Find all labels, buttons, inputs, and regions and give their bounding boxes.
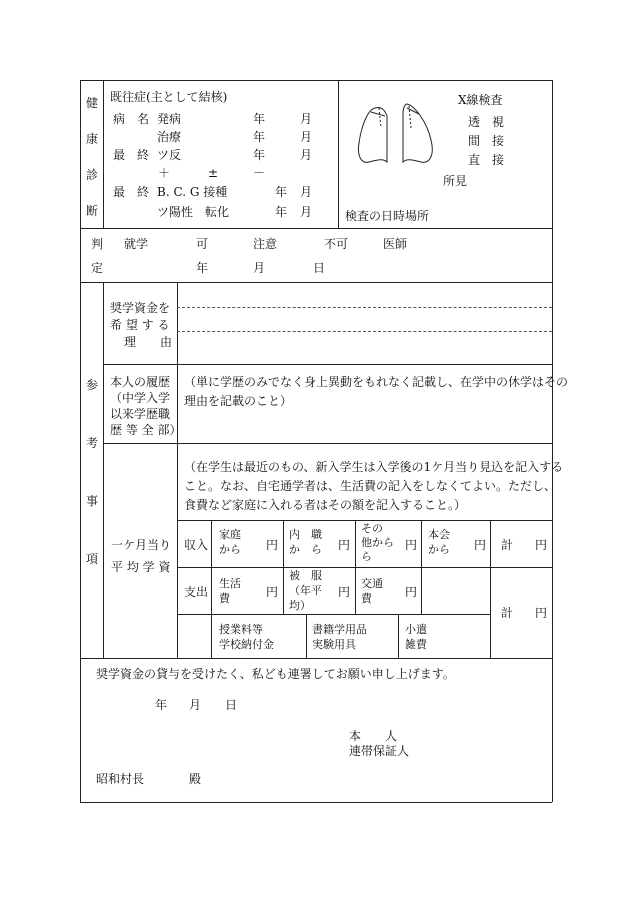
positive-label: ツ陽性 転化 [157, 205, 230, 219]
judgment-month: 月 [253, 261, 266, 275]
clothing-line: （年平 [289, 584, 322, 597]
school-label: 就学 [124, 237, 149, 251]
reason-label [110, 300, 172, 351]
ref-col-line [103, 282, 104, 658]
xray-indirect: 間 接 [468, 134, 505, 148]
reason-bottom [103, 364, 552, 365]
history-label-line: 以来学歴職 [110, 407, 171, 421]
history-title: 既往症(主として結核) [110, 90, 228, 104]
findings-label: 所見 [443, 174, 468, 188]
guarantor-label: 連帯保証人 [349, 744, 410, 758]
health-char: 診 [86, 168, 99, 182]
tuberculin-year: 年 [253, 148, 266, 162]
onset-year: 年 [253, 112, 266, 126]
border-top [80, 80, 552, 81]
income-total-label: 計 [501, 538, 514, 552]
expense-note-line: こと。なお、自宅通学者は、生活費の記入をしなくてよい。ただし、 [184, 479, 557, 493]
expense-total-yen: 円 [535, 606, 548, 620]
judgment-year: 年 [196, 261, 209, 275]
history-note-line: 理由を記載のこと） [184, 394, 293, 408]
income-other-line: 他から [361, 536, 394, 549]
border-right [552, 80, 553, 802]
history-label-line: （中学入学 [110, 391, 171, 405]
reason-label-line: 希 望 す る [110, 318, 170, 332]
history-label-line: 本人の履歴 [110, 375, 171, 389]
expense-note [184, 458, 563, 515]
income-side-job-yen: 円 [338, 538, 351, 552]
health-bottom [80, 228, 552, 229]
income-side-job-line: か ら [289, 543, 322, 556]
judgment-bottom [80, 282, 552, 283]
pocket-money-line: 小遣 [405, 623, 427, 636]
income-other-label [361, 522, 394, 564]
history-note [184, 373, 568, 411]
tuberculin-label: ツ反 [157, 148, 182, 162]
ok-option: 可 [196, 237, 209, 251]
expense-top [177, 520, 552, 521]
transport-line: 費 [361, 592, 372, 605]
clothing-line: 均） [289, 599, 311, 612]
xray-title: X線検査 [458, 93, 503, 107]
transport-label [361, 576, 383, 606]
tuition-line: 学校納付金 [219, 638, 274, 651]
expense-note-line: （在学生は最近のもの、新入学生は入学後の1ケ月当り見込を記入する [184, 460, 564, 474]
reference-char: 項 [86, 552, 99, 566]
border-left [80, 80, 81, 802]
income-total-yen: 円 [535, 538, 548, 552]
income-other-line3: ら [361, 550, 372, 563]
books-label [312, 622, 367, 652]
doctor-label: 医師 [383, 237, 408, 251]
reason-dash-1 [177, 307, 552, 308]
history-label-line: 歴 等 全 部） [110, 423, 182, 437]
bcg-final-label: 最 終 [113, 185, 150, 199]
income-side-job-label [289, 527, 322, 557]
expense-total-label: 計 [501, 606, 514, 620]
applicant-label: 本 人 [349, 729, 398, 743]
reason-label-line: 理 由 [123, 335, 172, 349]
income-home-line: から [219, 543, 241, 556]
reference-char: 参 [86, 378, 99, 392]
expense-label-line: 一ケ月当り [111, 538, 172, 552]
positive-year: 年 [275, 205, 288, 219]
income-other-line: その [361, 522, 383, 535]
ex-col-6 [306, 614, 307, 658]
history-bottom [103, 443, 552, 444]
addressee-label: 昭和村長 [96, 772, 145, 786]
income-association-label [428, 527, 450, 557]
living-cost-label [219, 576, 241, 606]
bcg-label: B. C. G 接種 [157, 185, 228, 199]
expenditure-label: 支出 [184, 585, 209, 599]
health-col-line [103, 80, 104, 228]
ex-col-5 [490, 520, 491, 658]
border-bottom [80, 802, 552, 803]
bcg-year: 年 [275, 185, 288, 199]
honorific-label: 殿 [189, 772, 202, 786]
income-label: 収入 [184, 538, 209, 552]
treatment-month: 月 [300, 130, 313, 144]
ref-label-col-line [177, 282, 178, 658]
ex-col-4 [421, 520, 422, 614]
request-text: 奨学資金の貸与を受けたく、私ども連署してお願い申し上げます。 [96, 667, 455, 681]
reason-label-line: 奨学資金を [110, 301, 171, 315]
ex-col-7 [398, 614, 399, 658]
health-label [86, 96, 98, 218]
income-home-label [219, 527, 241, 557]
xray-direct: 直 接 [468, 153, 505, 167]
onset-label: 発病 [157, 112, 182, 126]
income-bottom [177, 567, 552, 568]
ex-col-2 [283, 520, 284, 614]
pocket-money-line: 雑費 [405, 638, 427, 651]
treatment-label: 治療 [157, 130, 182, 144]
illness-label: 病 名 [113, 112, 150, 126]
sign-plus: ＋ [158, 166, 171, 180]
sign-minus: － [253, 166, 266, 180]
reason-dash-2 [177, 331, 552, 332]
treatment-year: 年 [253, 130, 266, 144]
expense-label-line: 平 均 学 資 [111, 560, 171, 574]
income-association-yen: 円 [474, 538, 487, 552]
books-line: 書籍学用品 [312, 623, 367, 636]
final-label: 最 終 [113, 148, 150, 162]
judgment-char-2: 定 [91, 261, 104, 275]
income-home-yen: 円 [266, 538, 279, 552]
ex-col-1 [211, 520, 212, 658]
xray-col-line [338, 80, 339, 228]
onset-month: 月 [300, 112, 313, 126]
income-home-line: 家庭 [219, 528, 241, 541]
health-char: 健 [86, 96, 99, 110]
request-day: 日 [225, 698, 238, 712]
expense-label [111, 534, 173, 578]
reference-bottom [80, 658, 552, 659]
income-association-line: から [428, 543, 450, 556]
clothing-yen: 円 [338, 585, 351, 599]
pocket-money-label [405, 622, 427, 652]
tuition-label [219, 622, 274, 652]
reference-char: 考 [86, 436, 99, 450]
bcg-month: 月 [300, 185, 313, 199]
living-cost-line: 生活 [219, 577, 241, 590]
exam-datetime-place: 検査の日時場所 [345, 209, 430, 223]
xray-fluoroscopy: 透 視 [468, 115, 505, 129]
judgment-day: 日 [313, 261, 326, 275]
judgment-char-1: 判 [91, 237, 104, 251]
income-side-job-line: 内 職 [289, 528, 322, 541]
reference-char: 事 [86, 494, 99, 508]
lung-diagram-icon [355, 98, 437, 168]
expense-note-line: 食費など家庭に入れる者はその額を記入すること。） [184, 498, 467, 512]
tuberculin-month: 月 [300, 148, 313, 162]
request-month: 月 [189, 698, 202, 712]
reference-label [86, 378, 98, 566]
caution-option: 注意 [253, 237, 278, 251]
positive-month: 月 [300, 205, 313, 219]
transport-line: 交通 [361, 577, 383, 590]
books-line: 実験用具 [312, 638, 356, 651]
transport-yen: 円 [405, 585, 418, 599]
health-char: 断 [86, 204, 99, 218]
income-association-line: 本会 [428, 528, 450, 541]
living-cost-yen: 円 [266, 585, 279, 599]
history-note-line: （単に学歴のみでなく身上異動をもれなく記載し、在学中の休学はその [184, 375, 569, 389]
history-label [110, 374, 182, 438]
clothing-line: 被 服 [289, 569, 322, 582]
living-cost-line: 費 [219, 592, 230, 605]
sign-plusminus: ± [208, 166, 219, 180]
request-year: 年 [155, 698, 168, 712]
ng-option: 不可 [324, 237, 349, 251]
income-other-yen: 円 [405, 538, 418, 552]
expense-mid [177, 614, 490, 615]
health-char: 康 [86, 132, 99, 146]
ex-col-3 [355, 520, 356, 614]
tuition-line: 授業料等 [219, 623, 263, 636]
clothing-label [289, 568, 322, 613]
